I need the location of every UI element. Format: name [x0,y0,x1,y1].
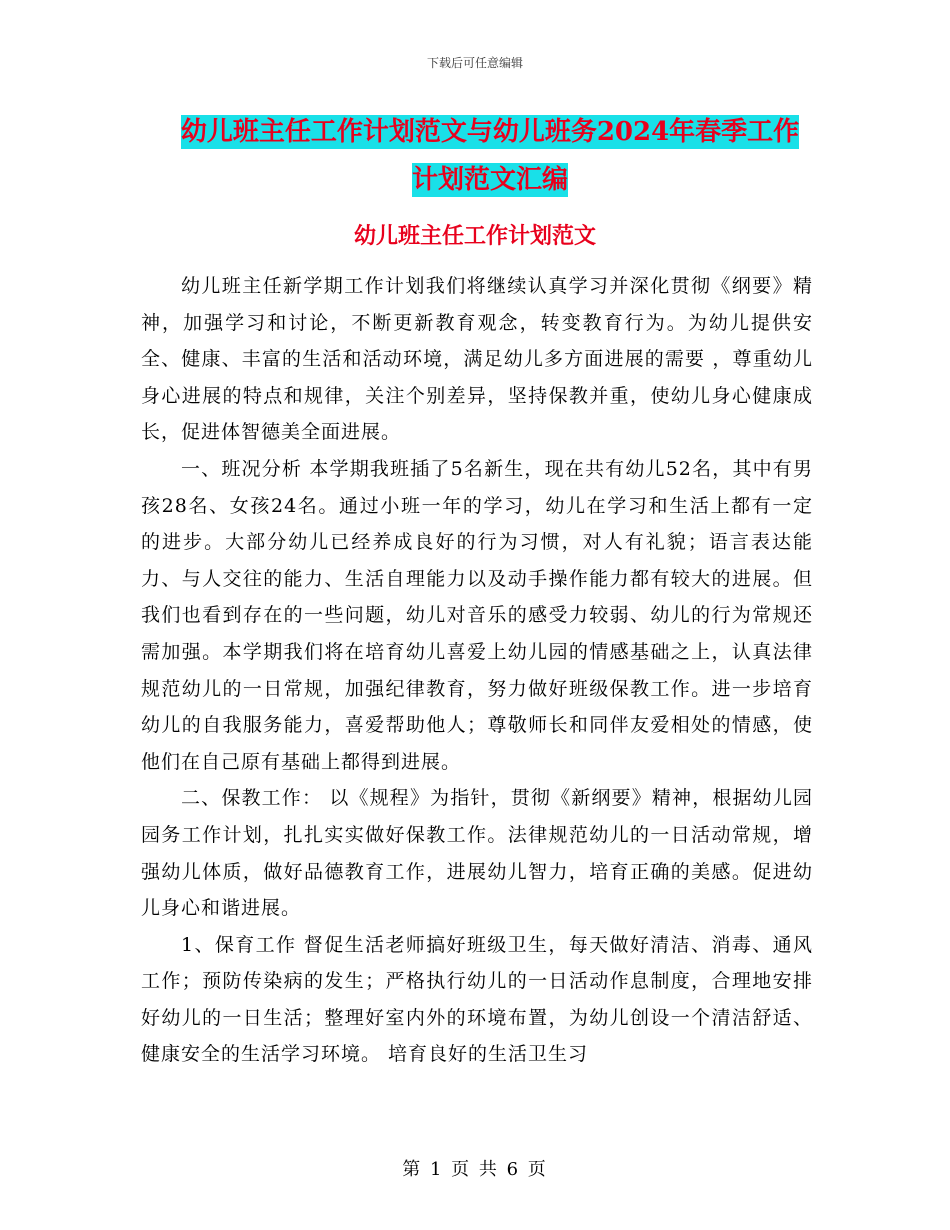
document-title-line-1: 幼儿班主任工作计划范文与幼儿班务2024年春季工作 [180,117,800,147]
paragraph: 二、保教工作： 以《规程》为指针，贯彻《新纲要》精神，根据幼儿园园务工作计划，扎扎实实做好保教工作。法律规范幼儿的一日活动常规，增强幼儿体质，做好品德教育工作，进展幼儿智力，培育正确的美感。促进幼儿身心和谐进展。 [141,787,813,920]
header-note: 下载后可任意编辑 [426,56,523,70]
section-title: 幼儿班主任工作计划范文 [353,223,596,249]
paragraph: 一、班况分析 本学期我班插了5名新生，现在共有幼儿52名，其中有男孩28名、女孩24名。通过小班一年的学习，幼儿在学习和生活上都有一定的进步。大部分幼儿已经养成良好的行为习惯，对人有礼貌；语言表达能力、与人交往的能力、生活自理能力以及动手操作能力都有较大的进展。但我们也看到存在的一些问题，幼儿对音乐的感受力较弱、幼儿的行为常规还需加强。本学期我们将在培育幼儿喜爱上幼儿园的情感基础之上，认真法律规范幼儿的一日常规，加强纪律教育，努力做好班级保教工作。进一步培育幼儿的自我服务能力，喜爱帮助他人；尊敬师长和同伴友爱相处的情感，使他们在自己原有基础上都得到进展。 [141,457,813,773]
page-number: 第 1 页 共 6 页 [402,1159,548,1180]
paragraph: 幼儿班主任新学期工作计划我们将继续认真学习并深化贯彻《纲要》精神，加强学习和讨论，不断更新教育观念，转变教育行为。为幼儿提供安全、健康、丰富的生活和活动环境，满足幼儿多方面进展的需要 ，尊重幼儿身心进展的特点和规律，关注个别差异，坚持保教并重，使幼儿身心健康成长，促进体智德美全面进展。 [141,275,813,444]
document-title [150,108,830,204]
paragraph: 1、保育工作 督促生活老师搞好班级卫生，每天做好清洁、消毒、通风工作；预防传染病的发生；严格执行幼儿的一日活动作息制度，合理地安排好幼儿的一日生活；整理好室内外的环境布置，为幼儿创设一个清洁舒适、健康安全的生活学习环境。 培育良好的生活卫生习 [141,933,813,1066]
document-body [141,268,813,1073]
document-title-line-2: 计划范文汇编 [411,165,568,195]
